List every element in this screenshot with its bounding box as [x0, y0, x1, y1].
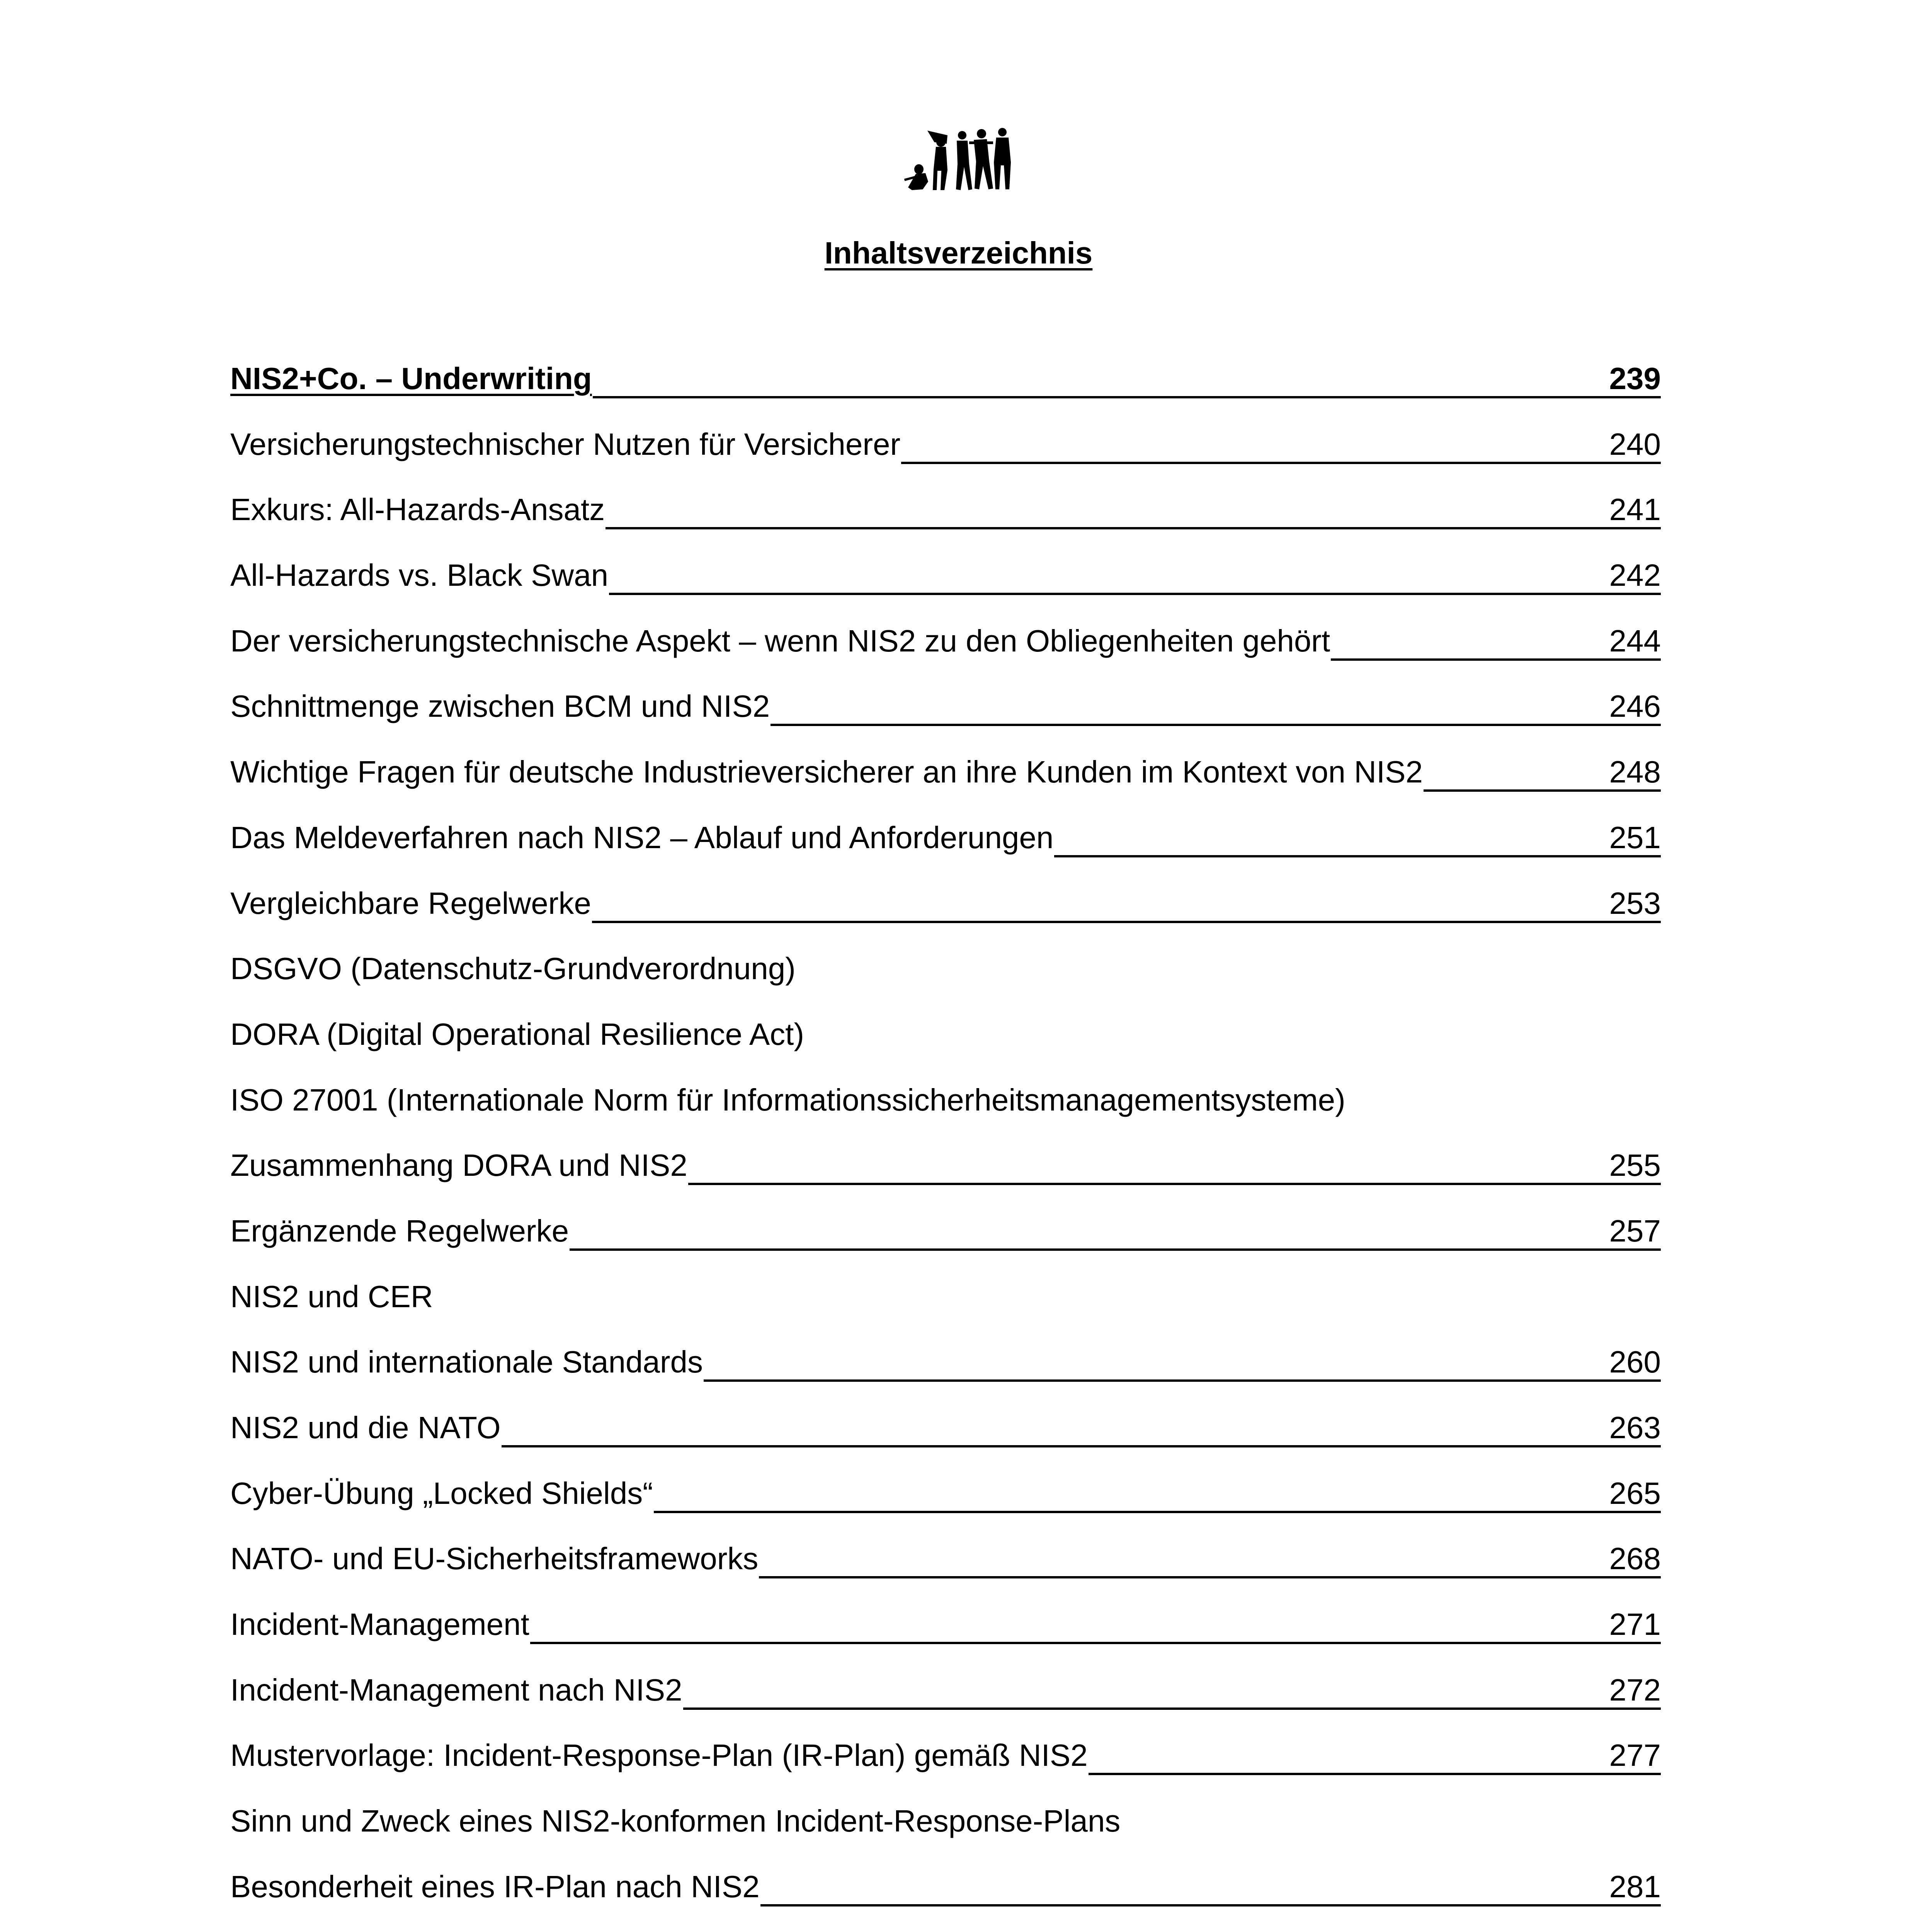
toc-page-number: 257: [1608, 1210, 1661, 1251]
toc-entry-title: Schnittmenge zwischen BCM und NIS2: [230, 689, 770, 724]
toc-entry[interactable]: [230, 1537, 1661, 1603]
toc-entry-title: Cyber-Übung „Locked Shields“: [230, 1476, 653, 1510]
toc-page-number: 240: [1608, 423, 1661, 464]
toc-entry[interactable]: [230, 1669, 1661, 1735]
toc-page-number: 246: [1608, 685, 1661, 726]
toc-entry[interactable]: [230, 1866, 1661, 1931]
toc-leader-line: [570, 1210, 1607, 1251]
toc-entry-title: Sinn und Zweck eines NIS2-konformen Incident-Response-Plans: [230, 1804, 1121, 1838]
soldier-silhouettes-icon: [904, 124, 1012, 193]
toc-page-number: 244: [1608, 620, 1661, 661]
toc-leader-line: [606, 488, 1607, 529]
toc-leader-line: [1089, 1734, 1608, 1775]
toc-leader-line: [1331, 620, 1607, 661]
toc-leader-line: [688, 1144, 1608, 1185]
toc-entry-title: NIS2 und CER: [230, 1279, 433, 1314]
toc-leader-line: [530, 1603, 1608, 1644]
toc-entry[interactable]: [230, 1734, 1661, 1800]
toc-page-number: 260: [1608, 1341, 1661, 1382]
toc-page-number: 251: [1608, 816, 1661, 857]
toc-entry-title: Ergänzende Regelwerke: [230, 1213, 569, 1248]
toc-entry[interactable]: [230, 554, 1661, 620]
toc-leader-line: [654, 1472, 1608, 1513]
toc-page-number: 277: [1608, 1734, 1661, 1775]
toc-entry[interactable]: [230, 1603, 1661, 1669]
toc-entry[interactable]: [230, 1276, 1661, 1341]
toc-leader-line: [771, 685, 1607, 726]
toc-page-number: 268: [1608, 1537, 1661, 1578]
toc-entry[interactable]: [230, 620, 1661, 685]
page-title: Inhaltsverzeichnis: [824, 236, 1093, 270]
toc-entry-title: DSGVO (Datenschutz-Grundverordnung): [230, 951, 796, 986]
toc-entry[interactable]: [230, 1406, 1661, 1472]
toc-entry-title: NIS2 und die NATO: [230, 1410, 501, 1445]
toc-entry[interactable]: [230, 1210, 1661, 1276]
toc-entry-title: Mustervorlage: Incident-Response-Plan (IR-Plan) gemäß NIS2: [230, 1738, 1088, 1773]
toc-entry-title: ISO 27001 (Internationale Norm für Informationssicherheitsmanagementsysteme): [230, 1082, 1345, 1117]
toc-leader-line: [901, 423, 1607, 464]
toc-entry-title: Wichtige Fragen für deutsche Industrieversicherer an ihre Kunden im Kontext von NIS2: [230, 755, 1423, 789]
toc-entry-title: All-Hazards vs. Black Swan: [230, 558, 609, 593]
toc-page-number: 248: [1608, 751, 1661, 792]
toc-entry[interactable]: [230, 947, 1661, 1013]
toc-leader-line: [502, 1406, 1608, 1447]
toc-entry-title: NIS2 und internationale Standards: [230, 1345, 703, 1379]
toc-leader-line: [759, 1537, 1607, 1578]
toc-leader-line: [1054, 816, 1607, 857]
toc-entry-title: DORA (Digital Operational Resilience Act): [230, 1017, 805, 1051]
toc-entry[interactable]: [230, 751, 1661, 816]
toc-entry[interactable]: [230, 1472, 1661, 1538]
toc-page-number: 281: [1608, 1866, 1661, 1906]
toc-entry-title: Versicherungstechnischer Nutzen für Versicherer: [230, 427, 901, 461]
toc-leader-line: [1424, 751, 1608, 792]
toc-leader-line: [609, 554, 1607, 595]
toc-entry[interactable]: [230, 1341, 1661, 1406]
toc-entry[interactable]: [230, 1800, 1661, 1866]
toc-page-number: 255: [1608, 1144, 1661, 1185]
toc-entry[interactable]: [230, 423, 1661, 489]
toc-page-number: 242: [1608, 554, 1661, 595]
toc-page-number: 271: [1608, 1603, 1661, 1644]
toc-page-number: 239: [1608, 357, 1661, 398]
toc-entry[interactable]: [230, 488, 1661, 554]
toc-leader-line: [760, 1866, 1608, 1906]
toc-entry-title: Incident-Management nach NIS2: [230, 1672, 682, 1707]
toc-entry-title: NIS2+Co. – Underwriting: [230, 361, 592, 396]
toc-entry-title: Das Meldeverfahren nach NIS2 – Ablauf und Anforderungen: [230, 820, 1054, 855]
toc-entry-title: Zusammenhang DORA und NIS2: [230, 1148, 687, 1183]
toc-page-number: 265: [1608, 1472, 1661, 1513]
toc-entry[interactable]: [230, 1144, 1661, 1210]
toc-entry-title: Der versicherungstechnische Aspekt – wenn NIS2 zu den Obliegenheiten gehört: [230, 623, 1330, 658]
toc-entry[interactable]: [230, 685, 1661, 751]
toc-page-number: 253: [1608, 882, 1661, 923]
table-of-contents: [230, 357, 1661, 1932]
toc-entry[interactable]: [230, 1079, 1661, 1145]
toc-entry-title: Exkurs: All-Hazards-Ansatz: [230, 492, 605, 527]
toc-leader-line: [683, 1669, 1608, 1710]
toc-page-number: 241: [1608, 488, 1661, 529]
toc-entry-title: Vergleichbare Regelwerke: [230, 886, 591, 920]
toc-leader-line: [704, 1341, 1607, 1382]
toc-entry[interactable]: [230, 357, 1661, 423]
toc-entry[interactable]: [230, 816, 1661, 882]
toc-leader-line: [592, 882, 1608, 923]
toc-entry-title: NATO- und EU-Sicherheitsframeworks: [230, 1541, 759, 1576]
toc-page-number: 263: [1608, 1406, 1661, 1447]
toc-leader-line: [593, 357, 1608, 398]
toc-entry-title: Incident-Management: [230, 1607, 529, 1642]
toc-entry[interactable]: [230, 1013, 1661, 1079]
toc-page-number: 272: [1608, 1669, 1661, 1710]
toc-entry-title: Besonderheit eines IR-Plan nach NIS2: [230, 1869, 760, 1904]
toc-entry[interactable]: [230, 882, 1661, 948]
